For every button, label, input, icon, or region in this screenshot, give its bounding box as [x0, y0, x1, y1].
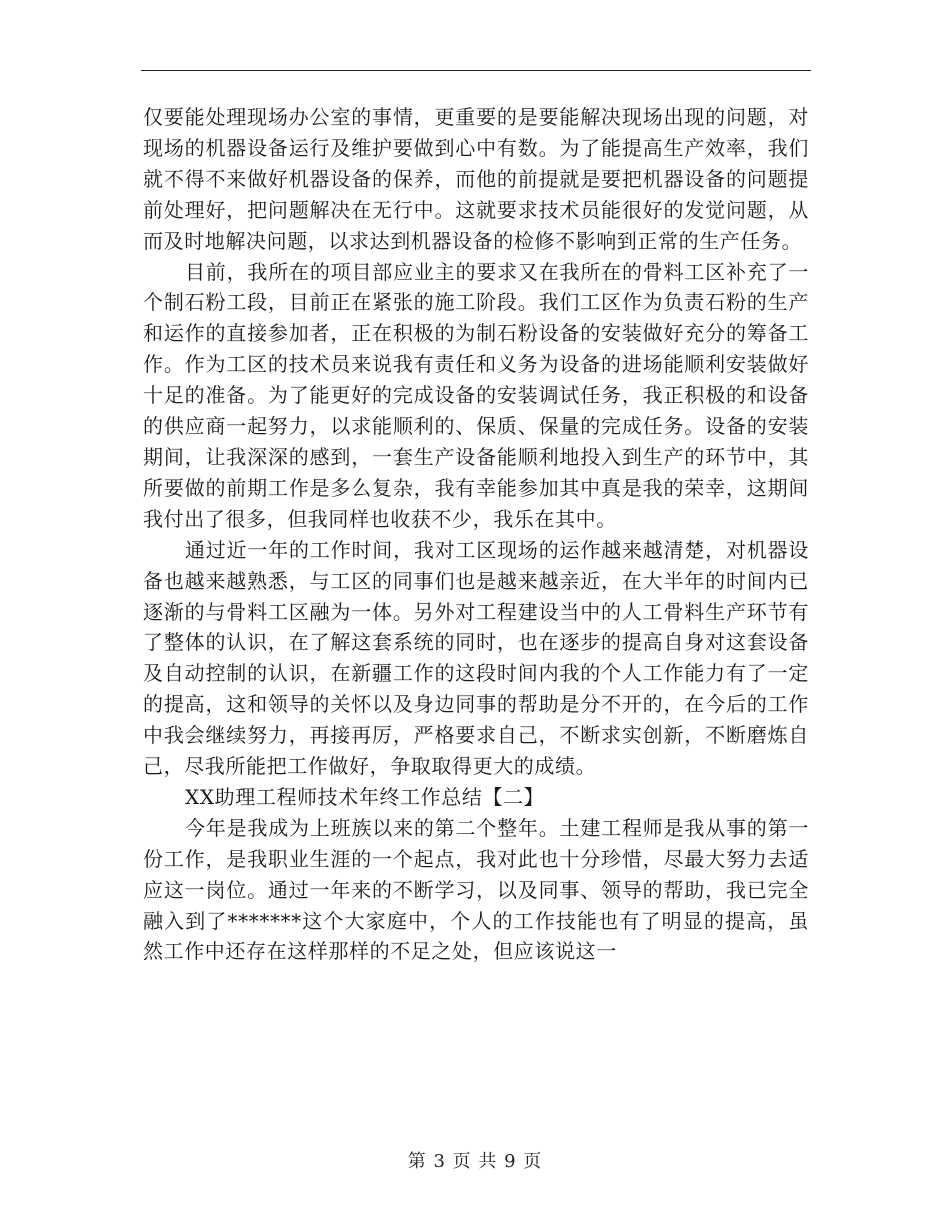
document-body	[143, 102, 809, 967]
section-heading: XX助理工程师技术年终工作总结【二】	[185, 784, 545, 809]
page-number: 第 3 页 共 9 页	[407, 1151, 543, 1172]
paragraph-continuation: 仅要能处理现场办公室的事情，更重要的是要能解决现场出现的问题，对现场的机器设备运行及维护要做到心中有数。为了能提高生产效率，我们就不得不来做好机器设备的保养，而他的前提就是要把机器设备的问题提前处理好，把问题解决在无行中。这就要求技术员能很好的发觉问题，从而及时地解决问题，以求达到机器设备的检修不影响到正常的生产任务。	[143, 105, 809, 253]
paragraph-stone-powder-section: 目前，我所在的项目部应业主的要求又在我所在的骨料工区补充了一个制石粉工段，目前正在紧张的施工阶段。我们工区作为负责石粉的生产和运作的直接参加者，正在积极的为制石粉设备的安装做好充分的筹备工作。作为工区的技术员来说我有责任和义务为设备的进场能顺利安装做好十足的准备。为了能更好的完成设备的安装调试任务，我正积极的和设备的供应商一起努力，以求能顺利的、保质、保量的完成任务。设备的安装期间，让我深深的感到，一套生产设备能顺利地投入到生产的环节中，其所要做的前期工作是多么复杂，我有幸能参加其中真是我的荣幸，这期间我付出了很多，但我同样也收获不少，我乐在其中。	[143, 259, 809, 531]
paragraph-second-summary: 今年是我成为上班族以来的第二个整年。土建工程师是我从事的第一份工作，是我职业生涯的一个起点，我对此也十分珍惜，尽最大努力去适应这一岗位。通过一年来的不断学习，以及同事、领导的帮助，我已完全融入到了*******这个大家庭中，个人的工作技能也有了明显的提高，虽然工作中还存在这样那样的不足之处，但应该说这一	[143, 815, 809, 964]
header-rule	[141, 70, 811, 71]
paragraph-year-summary: 通过近一年的工作时间，我对工区现场的运作越来越清楚，对机器设备也越来越熟悉，与工区的同事们也是越来越亲近，在大半年的时间内已逐渐的与骨料工区融为一体。另外对工程建设当中的人工骨料生产环节有了整体的认识，在了解这套系统的同时，也在逐步的提高自身对这套设备及自动控制的认识，在新疆工作的这段时间内我的个人工作能力有了一定的提高，这和领导的关怀以及身边同事的帮助是分不开的，在今后的工作中我会继续努力，再接再厉，严格要求自己，不断求实创新，不断磨炼自己，尽我所能把工作做好，争取取得更大的成绩。	[143, 537, 809, 779]
